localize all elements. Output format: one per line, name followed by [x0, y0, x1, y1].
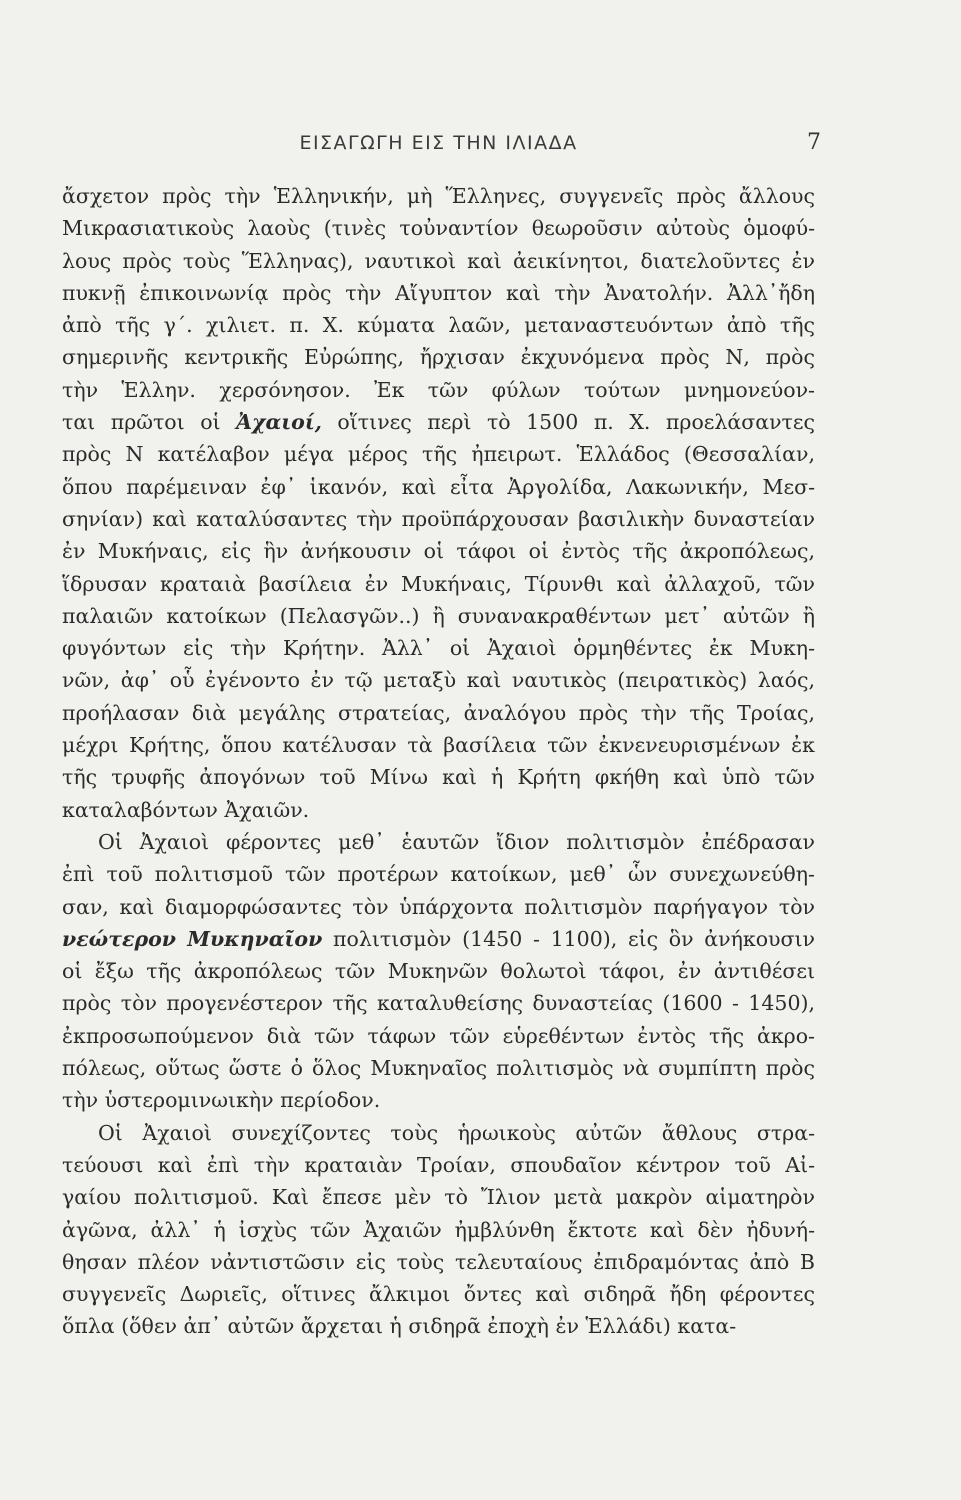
text-line: πρὸς Ν κατέλαβον μέγα μέρος τῆς ἠπειρωτ. Ἑλλάδος (Θεσσαλίαν, [62, 442, 815, 467]
text-line [62, 406, 815, 438]
text-line: ἄσχετον πρὸς τὴν Ἑλληνικήν, μὴ Ἕλληνες, συγγενεῖς πρὸς ἄλλους [62, 184, 815, 208]
text-line: τῆς τρυφῆς ἀπογόνων τοῦ Μίνω καὶ ἡ Κρήτη φκήθη καὶ ὑπὸ τῶν [62, 765, 815, 790]
page-number: 7 [807, 130, 821, 155]
text-line: λους πρὸς τοὺς Ἕλληνας), ναυτικοὶ καὶ ἀεικίνητοι, διατελοῦντες ἐν [62, 248, 815, 273]
text-line: σαν, καὶ διαμορφώσαντες τὸν ὑπάρχοντα πολιτισμὸν παρήγαγον τὸν [62, 894, 815, 919]
text-line: πρὸς τὸν προγενέστερον τῆς καταλυθείσης δυναστείας (1600 - 1450), [62, 991, 815, 1016]
text-segment: πολιτισμὸν (1450 - 1100), εἰς ὃν ἀνήκουσιν [322, 926, 815, 951]
text-line: ἐπὶ τοῦ πολιτισμοῦ τῶν προτέρων κατοίκων, μεθ᾽ ὧν συνεχωνεύθη- [62, 862, 815, 887]
text-line [62, 923, 815, 955]
text-line: σηνίαν) καὶ καταλύσαντες τὴν προϋπάρχουσαν βασιλικὴν δυναστείαν [62, 506, 815, 531]
text-line: καταλαβόντων Ἀχαιῶν. [62, 797, 310, 822]
text-line: προήλασαν διὰ μεγάλης στρατείας, ἀναλόγου πρὸς τὴν τῆς Τροίας, [62, 700, 815, 725]
text-line: παλαιῶν κατοίκων (Πελασγῶν..) ἢ συνανακραθέντων μετ᾽ αὐτῶν ἢ [62, 603, 815, 628]
text-line: γαίου πολιτισμοῦ. Καὶ ἔπεσε μὲν τὸ Ἴλιον μετὰ μακρὸν αἱματηρὸν [62, 1185, 815, 1210]
text-line: σημερινῆς κεντρικῆς Εὐρώπης, ἤρχισαν ἐκχυνόμενα πρὸς Ν, πρὸς [62, 345, 815, 370]
body-text [62, 180, 815, 1343]
text-line: Μικρασιατικοὺς λαοὺς (τινὲς τοὐναντίον θεωροῦσιν αὐτοὺς ὁμοφύ- [62, 216, 815, 241]
paragraph [62, 180, 815, 826]
text-line: φυγόντων εἰς τὴν Κρήτην. Ἀλλ᾽ οἱ Ἀχαιοὶ ὁρμηθέντες ἐκ Μυκη- [62, 636, 815, 661]
emphasized-term: Ἀχαιοί, [236, 410, 322, 435]
running-title: ΕΙΣΑΓΩΓΗ ΕΙΣ ΤΗΝ ΙΛΙΑΔΑ [299, 132, 578, 154]
text-line: τὴν ὑστερομινωικὴν περίοδον. [62, 1088, 381, 1113]
text-line: θησαν πλέον νἀντιστῶσιν εἰς τοὺς τελευταίους ἐπιδραμόντας ἀπὸ Β [62, 1249, 815, 1274]
text-line: Οἱ Ἀχαιοὶ φέροντες μεθ᾽ ἑαυτῶν ἴδιον πολιτισμὸν ἐπέδρασαν [98, 829, 815, 854]
text-line: πυκνῇ ἐπικοινωνίᾳ πρὸς τὴν Αἴγυπτον καὶ τὴν Ἀνατολήν. Ἀλλ᾽ἤδη [62, 280, 815, 305]
text-line: οἱ ἔξω τῆς ἀκροπόλεως τῶν Μυκηνῶν θολωτοὶ τάφοι, ἐν ἀντιθέσει [62, 959, 815, 984]
text-line: ἵδρυσαν κραταιὰ βασίλεια ἐν Μυκήναις, Τίρυνθι καὶ ἀλλαχοῦ, τῶν [62, 571, 815, 596]
text-line: ἐκπροσωπούμενον διὰ τῶν τάφων τῶν εὑρεθέντων ἐντὸς τῆς ἀκρο- [62, 1023, 815, 1048]
text-line: τεύουσι καὶ ἐπὶ τὴν κραταιὰν Τροίαν, σπουδαῖον κέντρον τοῦ Αἰ- [62, 1152, 815, 1177]
paragraph [62, 1117, 815, 1343]
text-line: συγγενεῖς Δωριεῖς, οἵτινες ἄλκιμοι ὄντες καὶ σιδηρᾶ ἤδη φέροντες [62, 1282, 815, 1307]
text-line: ἀπὸ τῆς γ΄. χιλιετ. π. Χ. κύματα λαῶν, μεταναστευόντων ἀπὸ τῆς [62, 313, 815, 338]
emphasized-term: νεώτερον Μυκηναῖον [62, 926, 323, 951]
text-line: τὴν Ἑλλην. χερσόνησον. Ἐκ τῶν φύλων τούτων μνημονεύον- [62, 377, 815, 402]
text-segment: οἵτινες περὶ τὸ 1500 π. Χ. προελάσαντες [321, 410, 815, 435]
text-line: ἐν Μυκήναις, εἰς ἣν ἀνήκουσιν οἱ τάφοι οἱ ἐντὸς τῆς ἀκροπόλεως, [62, 539, 815, 564]
page-header [62, 130, 821, 166]
text-line: ἀγῶνα, ἀλλ᾽ ἡ ἰσχὺς τῶν Ἀχαιῶν ἠμβλύνθη ἔκτοτε καὶ δὲν ἠδυνή- [62, 1217, 815, 1242]
text-line: μέχρι Κρήτης, ὅπου κατέλυσαν τὰ βασίλεια τῶν ἐκνενευρισμένων ἐκ [62, 733, 815, 758]
text-segment: ται πρῶτοι οἱ [62, 410, 237, 435]
paragraph [62, 826, 815, 1117]
text-line: νῶν, ἀφ᾽ οὗ ἐγένοντο ἐν τῷ μεταξὺ καὶ ναυτικὸς (πειρατικὸς) λαός, [62, 668, 815, 693]
text-line: Οἱ Ἀχαιοὶ συνεχίζοντες τοὺς ἡρωικοὺς αὐτῶν ἄθλους στρα- [98, 1120, 815, 1145]
text-line: ὅπλα (ὅθεν ἀπ᾽ αὐτῶν ἄρχεται ἡ σιδηρᾶ ἐποχὴ ἐν Ἑλλάδι) κατα- [62, 1314, 737, 1339]
text-line: πόλεως, οὕτως ὥστε ὁ ὅλος Μυκηναῖος πολιτισμὸς νὰ συμπίπτη πρὸς [62, 1056, 815, 1081]
text-line: ὅπου παρέμειναν ἐφ᾽ ἱκανόν, καὶ εἶτα Ἀργολίδα, Λακωνικήν, Μεσ- [62, 474, 815, 499]
